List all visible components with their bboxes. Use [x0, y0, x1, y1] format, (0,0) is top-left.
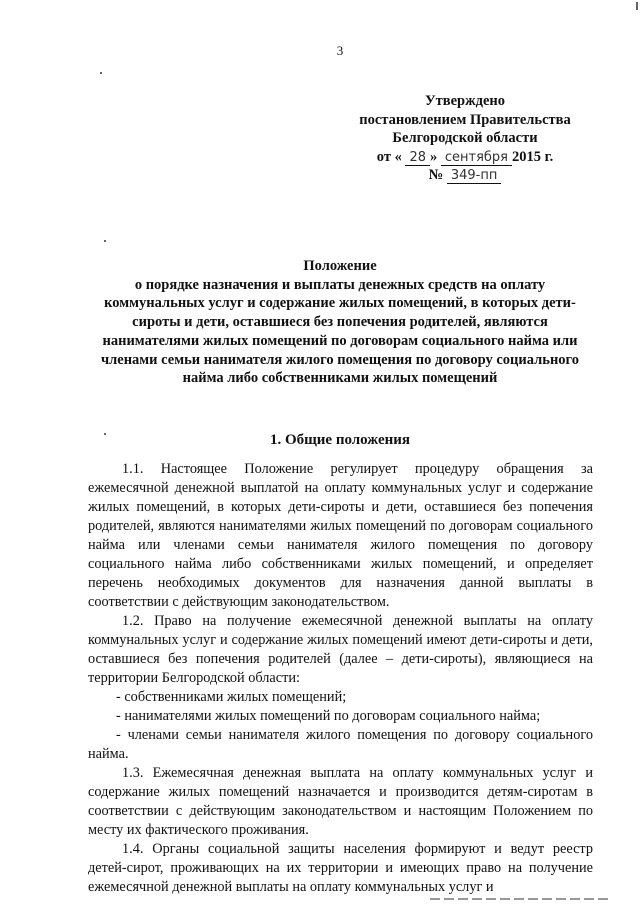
- approval-line-region: Белгородской области: [392, 130, 538, 146]
- scan-mark: [104, 433, 106, 435]
- document-title: [80, 257, 600, 388]
- list-item-tenants: - нанимателями жилых помещений по договорам социального найма;: [116, 708, 541, 724]
- list-item-owners: - собственниками жилых помещений;: [116, 689, 347, 705]
- date-year: 2015 г.: [512, 148, 554, 165]
- number-value: 349-пп: [447, 169, 502, 184]
- scan-mark: [104, 240, 106, 242]
- title-line-5: нанимателями жилых помещений по договорам социального найма или: [102, 332, 578, 349]
- date-prefix: от «: [376, 148, 402, 165]
- list-item-family: - членами семьи нанимателя жилого помещения по договору социального найма.: [88, 727, 593, 762]
- title-line-7: найма либо собственниками жилых помещений: [182, 370, 498, 387]
- title-line-2: о порядке назначения и выплаты денежных средств на оплату: [134, 276, 546, 293]
- paragraph-1-3: 1.3. Ежемесячная денежная выплата на оплату коммунальных услуг и содержание жилых помещений назначается и производится детям-сиротам в соответствии с действующим законодательством и настоящим Положением по месту их фактического проживания.: [88, 765, 593, 838]
- scan-mark: [636, 2, 638, 10]
- approval-date-line: [340, 148, 590, 167]
- page-number: 3: [336, 43, 344, 58]
- date-separator: »: [430, 148, 438, 165]
- approval-line-resolution: постановлением Правительства: [359, 111, 571, 128]
- paragraph-1-2: 1.2. Право на получение ежемесячной денежной выплаты на оплату коммунальных услуг и содержание жилых помещений имеют дети-сироты и дети, оставшиеся без попечения родителей (далее – дети-сироты), являющиеся на территории Белгородской области:: [88, 613, 593, 686]
- section-body: [88, 460, 593, 897]
- approval-block: [340, 92, 590, 185]
- paragraph-1-1: 1.1. Настоящее Положение регулирует процедуру обращения за ежемесячной денежной выплатой на оплату коммунальных услуг и содержание жилых помещений, в которых дети-сироты и дети, оставшиеся без попечения родителей, являются нанимателями жилых помещений по договорам социального найма или членами семьи нанимателя жилого помещения по договору социального найма либо собственниками жилых помещений, и определяет перечень необходимых документов для назначения данной выплаты в соответствии с действующим законодательством.: [88, 461, 593, 610]
- approval-line-approved: Утверждено: [425, 93, 505, 109]
- title-line-1: Положение: [303, 258, 377, 274]
- title-line-3: коммунальных услуг и содержание жилых помещений, в которых дети-: [104, 295, 576, 312]
- number-prefix: №: [428, 167, 444, 183]
- title-line-6: членами семьи нанимателя жилого помещения по договору социального: [100, 351, 580, 368]
- paragraph-1-4: 1.4. Органы социальной защиты населения формируют и ведут реестр детей-сирот, проживающих на их территории и имеющих право на получение ежемесячной денежной выплаты на оплату коммунальных услуг и: [88, 841, 593, 895]
- date-day: 28: [405, 151, 430, 166]
- scan-artifact: [430, 898, 610, 900]
- title-line-4: сироты и дети, оставшиеся без попечения родителей, являются: [132, 314, 548, 331]
- date-month: сентября: [441, 151, 512, 166]
- approval-number-line: [340, 166, 590, 185]
- scan-mark: [100, 72, 102, 74]
- section-heading: 1. Общие положения: [269, 432, 411, 448]
